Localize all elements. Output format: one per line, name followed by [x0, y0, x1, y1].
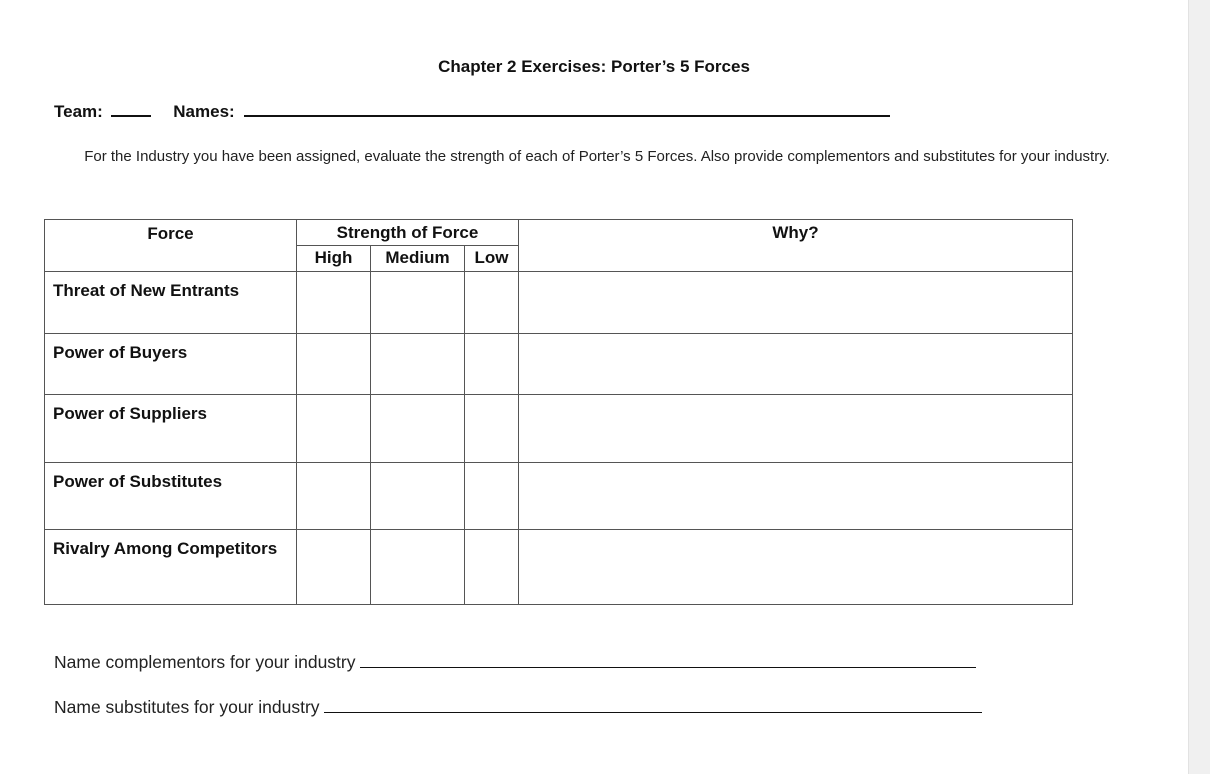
cell-why[interactable]	[519, 334, 1073, 395]
header-strength: Strength of Force	[297, 220, 519, 246]
header-high: High	[297, 246, 371, 272]
names-label: Names:	[173, 102, 235, 121]
cell-low[interactable]	[465, 334, 519, 395]
cell-why[interactable]	[519, 272, 1073, 334]
cell-medium[interactable]	[371, 272, 465, 334]
names-blank[interactable]	[244, 101, 890, 117]
team-blank[interactable]	[111, 101, 151, 117]
force-power-buyers: Power of Buyers	[45, 334, 297, 395]
cell-high[interactable]	[297, 334, 371, 395]
table-row	[45, 395, 1073, 463]
force-power-substitutes: Power of Substitutes	[45, 463, 297, 530]
cell-medium[interactable]	[371, 463, 465, 530]
cell-high[interactable]	[297, 395, 371, 463]
vertical-scrollbar[interactable]	[1188, 0, 1210, 774]
force-power-suppliers: Power of Suppliers	[45, 395, 297, 463]
cell-why[interactable]	[519, 530, 1073, 605]
header-force: Force	[45, 220, 297, 272]
cell-medium[interactable]	[371, 334, 465, 395]
cell-medium[interactable]	[371, 395, 465, 463]
cell-medium[interactable]	[371, 530, 465, 605]
force-rivalry: Rivalry Among Competitors	[45, 530, 297, 605]
table-row	[45, 334, 1073, 395]
header-medium: Medium	[371, 246, 465, 272]
cell-why[interactable]	[519, 395, 1073, 463]
header-why: Why?	[519, 220, 1073, 272]
force-threat-new-entrants: Threat of New Entrants	[45, 272, 297, 334]
complementors-row	[54, 652, 976, 673]
forces-table	[44, 219, 1073, 605]
header-low: Low	[465, 246, 519, 272]
team-label: Team:	[54, 102, 103, 121]
substitutes-row	[54, 697, 982, 718]
cell-low[interactable]	[465, 530, 519, 605]
table-row	[45, 272, 1073, 334]
complementors-blank[interactable]	[360, 655, 976, 668]
document-title: Chapter 2 Exercises: Porter’s 5 Forces	[438, 57, 750, 76]
instructions: For the Industry you have been assigned, evaluate the strength of each of Porter’s 5 Forces. Also provide complementors and substitutes for your industry.	[84, 148, 1110, 165]
table-row	[45, 463, 1073, 530]
cell-low[interactable]	[465, 463, 519, 530]
table-row	[45, 530, 1073, 605]
cell-high[interactable]	[297, 272, 371, 334]
cell-low[interactable]	[465, 272, 519, 334]
cell-high[interactable]	[297, 530, 371, 605]
cell-low[interactable]	[465, 395, 519, 463]
team-names-row	[54, 101, 890, 122]
cell-why[interactable]	[519, 463, 1073, 530]
cell-high[interactable]	[297, 463, 371, 530]
substitutes-blank[interactable]	[324, 700, 982, 713]
complementors-label: Name complementors for your industry	[54, 652, 356, 672]
substitutes-label: Name substitutes for your industry	[54, 697, 320, 717]
